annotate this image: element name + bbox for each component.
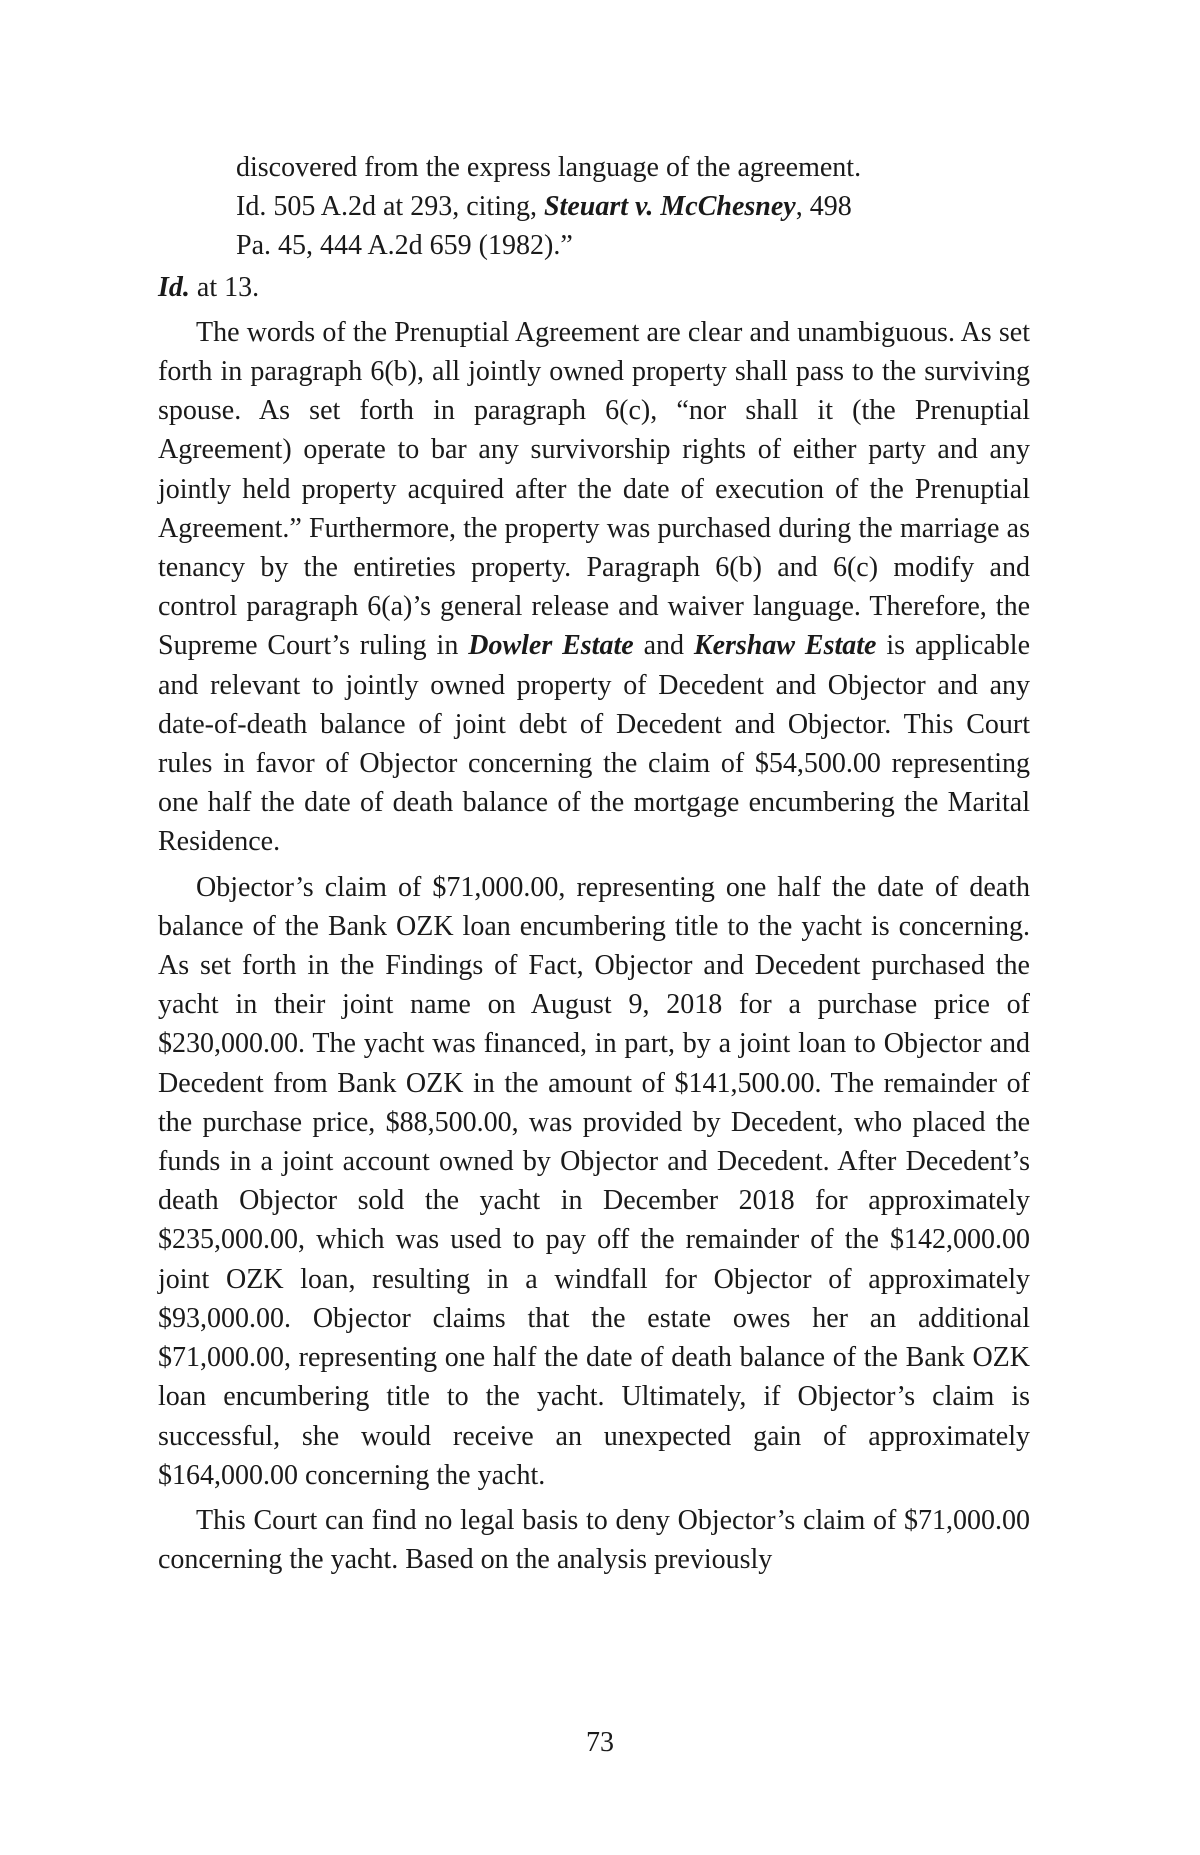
case-name: Kershaw Estate: [693, 630, 877, 662]
citation-text: at 13.: [189, 271, 260, 303]
quote-line: Pa. 45, 444 A.2d 659 (1982).”: [236, 230, 573, 262]
quote-text: Id. 505 A.2d at 293, citing,: [236, 191, 544, 223]
paragraph-text: The words of the Prenuptial Agreement are clear and unambiguous. As set forth in paragraph 6(b), all jointly owned property shall pass to the surviving spouse. As set forth in paragraph 6(c), “nor shall it (the Prenuptial Agreement) operate to bar any survivorship rights of either party and any jointly held property acquired after the date of execution of the Prenuptial Agreement.” Furthermore, the property was purchased during the marriage as tenancy by the entireties property. Paragraph 6(b) and 6(c) modify and control paragraph 6(a)’s general release and waiver language. Therefore, the Supreme Court’s ruling in: [158, 316, 1030, 662]
citation-id: Id.: [158, 271, 190, 303]
quote-text: , 498: [795, 191, 852, 223]
block-quote: [158, 148, 1030, 266]
page-number: 73: [586, 1727, 614, 1758]
quote-line: discovered from the express language of the agreement.: [236, 152, 862, 183]
citation: [158, 268, 1030, 307]
paragraph: Objector’s claim of $71,000.00, representing one half the date of death balance of the Bank OZK loan encumbering title to the yacht is concerning. As set forth in the Findings of Fact, Objector and Decedent purchased the yacht in their joint name on August 9, 2018 for a purchase price of $230,000.00. The yacht was financed, in part, by a joint loan to Objector and Decedent from Bank OZK in the amount of $141,500.00. The remainder of the purchase price, $88,500.00, was provided by Decedent, who placed the funds in a joint account owned by Objector and Decedent. After Decedent’s death Objector sold the yacht in December 2018 for approximately $235,000.00, which was used to pay off the remainder of the $142,000.00 joint OZK loan, resulting in a windfall for Objector of approximately $93,000.00. Objector claims that the estate owes her an additional $71,000.00, representing one half the date of death balance of the Bank OZK loan encumbering title to the yacht. Ultimately, if Objector’s claim is successful, she would receive an unexpected gain of approximately $164,000.00 concerning the yacht.: [158, 871, 1030, 1491]
case-name: Steuart v. McChesney: [543, 191, 796, 223]
paragraph-text: is applicable and relevant to jointly owned property of Decedent and Objector and any date-of-death balance of joint debt of Decedent and Objector. This Court rules in favor of Objector concerning the claim of $54,500.00 representing one half the date of death balance of the mortgage encumbering the Marital Residence.: [158, 630, 1030, 858]
paragraph-text: and: [633, 630, 694, 662]
case-name: Dowler Estate: [468, 630, 634, 662]
paragraph: [158, 313, 1030, 862]
quote-line: [236, 187, 1030, 226]
page-body: [158, 148, 1030, 1579]
paragraph: This Court can find no legal basis to deny Objector’s claim of $71,000.00 concerning the yacht. Based on the analysis previously: [158, 1504, 1030, 1576]
